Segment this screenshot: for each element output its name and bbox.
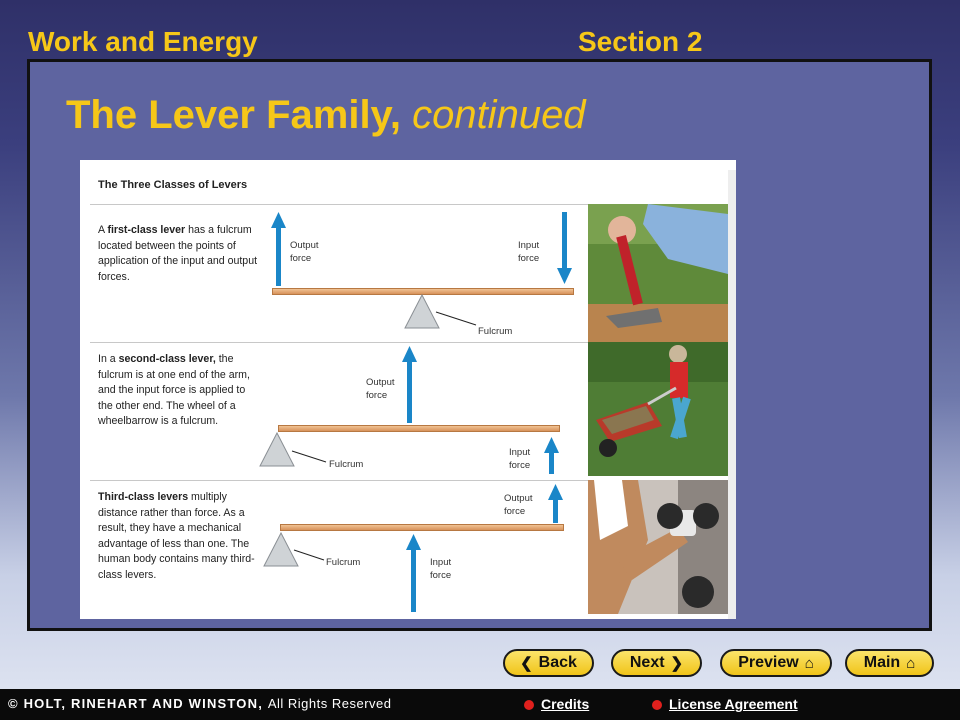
input-force-label: Input force [518,240,540,264]
credits-link[interactable]: Credits [524,696,589,712]
output-force-label: Output force [504,493,533,517]
fulcrum-label: Fulcrum [329,459,364,470]
main-label: Main [863,654,901,671]
chevron-right-icon: ❯ [670,655,684,672]
lever-classes-figure [80,160,736,619]
slide-title-italic: continued [412,93,586,137]
chapter-title: Work and Energy [28,26,258,57]
back-label: Back [538,654,577,671]
bullet-icon [524,700,534,710]
first-class-description: A first-class lever has a fulcrum located between the points of application of the input and output forces. [98,224,258,283]
input-force-label: Input force [509,447,531,471]
copyright-text: © HOLT, RINEHART AND WINSTON, All Rights Reserved [8,696,392,711]
dumbbell-curl-photo [588,480,728,614]
input-force-label: Input force [430,557,452,581]
slide-title [66,92,586,138]
home-icon: ⌂ [804,654,814,672]
main-button[interactable] [845,649,934,677]
fulcrum-label: Fulcrum [478,326,513,337]
third-class-description: Third-class levers multiply distance rather than force. As a result, they have a mechanical advantage of less than one. The human body contains many third-class levers. [98,491,255,581]
output-force-label: Output force [290,240,319,264]
next-label: Next [629,654,665,671]
preview-button[interactable] [720,649,832,677]
second-class-description: In a second-class lever, the fulcrum is at one end of the arm, and the input force is applied to the other end. The wheel of a wheelbarrow is a fulcrum. [98,353,250,427]
section-title: Section 2 [578,26,703,57]
home-icon: ⌂ [906,654,916,672]
bullet-icon [652,700,662,710]
next-button[interactable] [611,649,702,677]
input-arrow-up [406,534,421,612]
slide-title-bold: The Lever Family, [66,93,401,137]
fulcrum-triangle [264,533,298,566]
figure-title: The Three Classes of Levers [98,179,248,191]
back-button[interactable] [503,649,594,677]
footer-bar [0,689,960,720]
preview-label: Preview [738,654,799,671]
fulcrum-label: Fulcrum [326,557,361,568]
chevron-left-icon: ❮ [520,655,533,672]
output-force-label: Output force [366,377,395,401]
license-agreement-link[interactable]: License Agreement [652,696,798,712]
output-arrow-up [548,484,563,523]
